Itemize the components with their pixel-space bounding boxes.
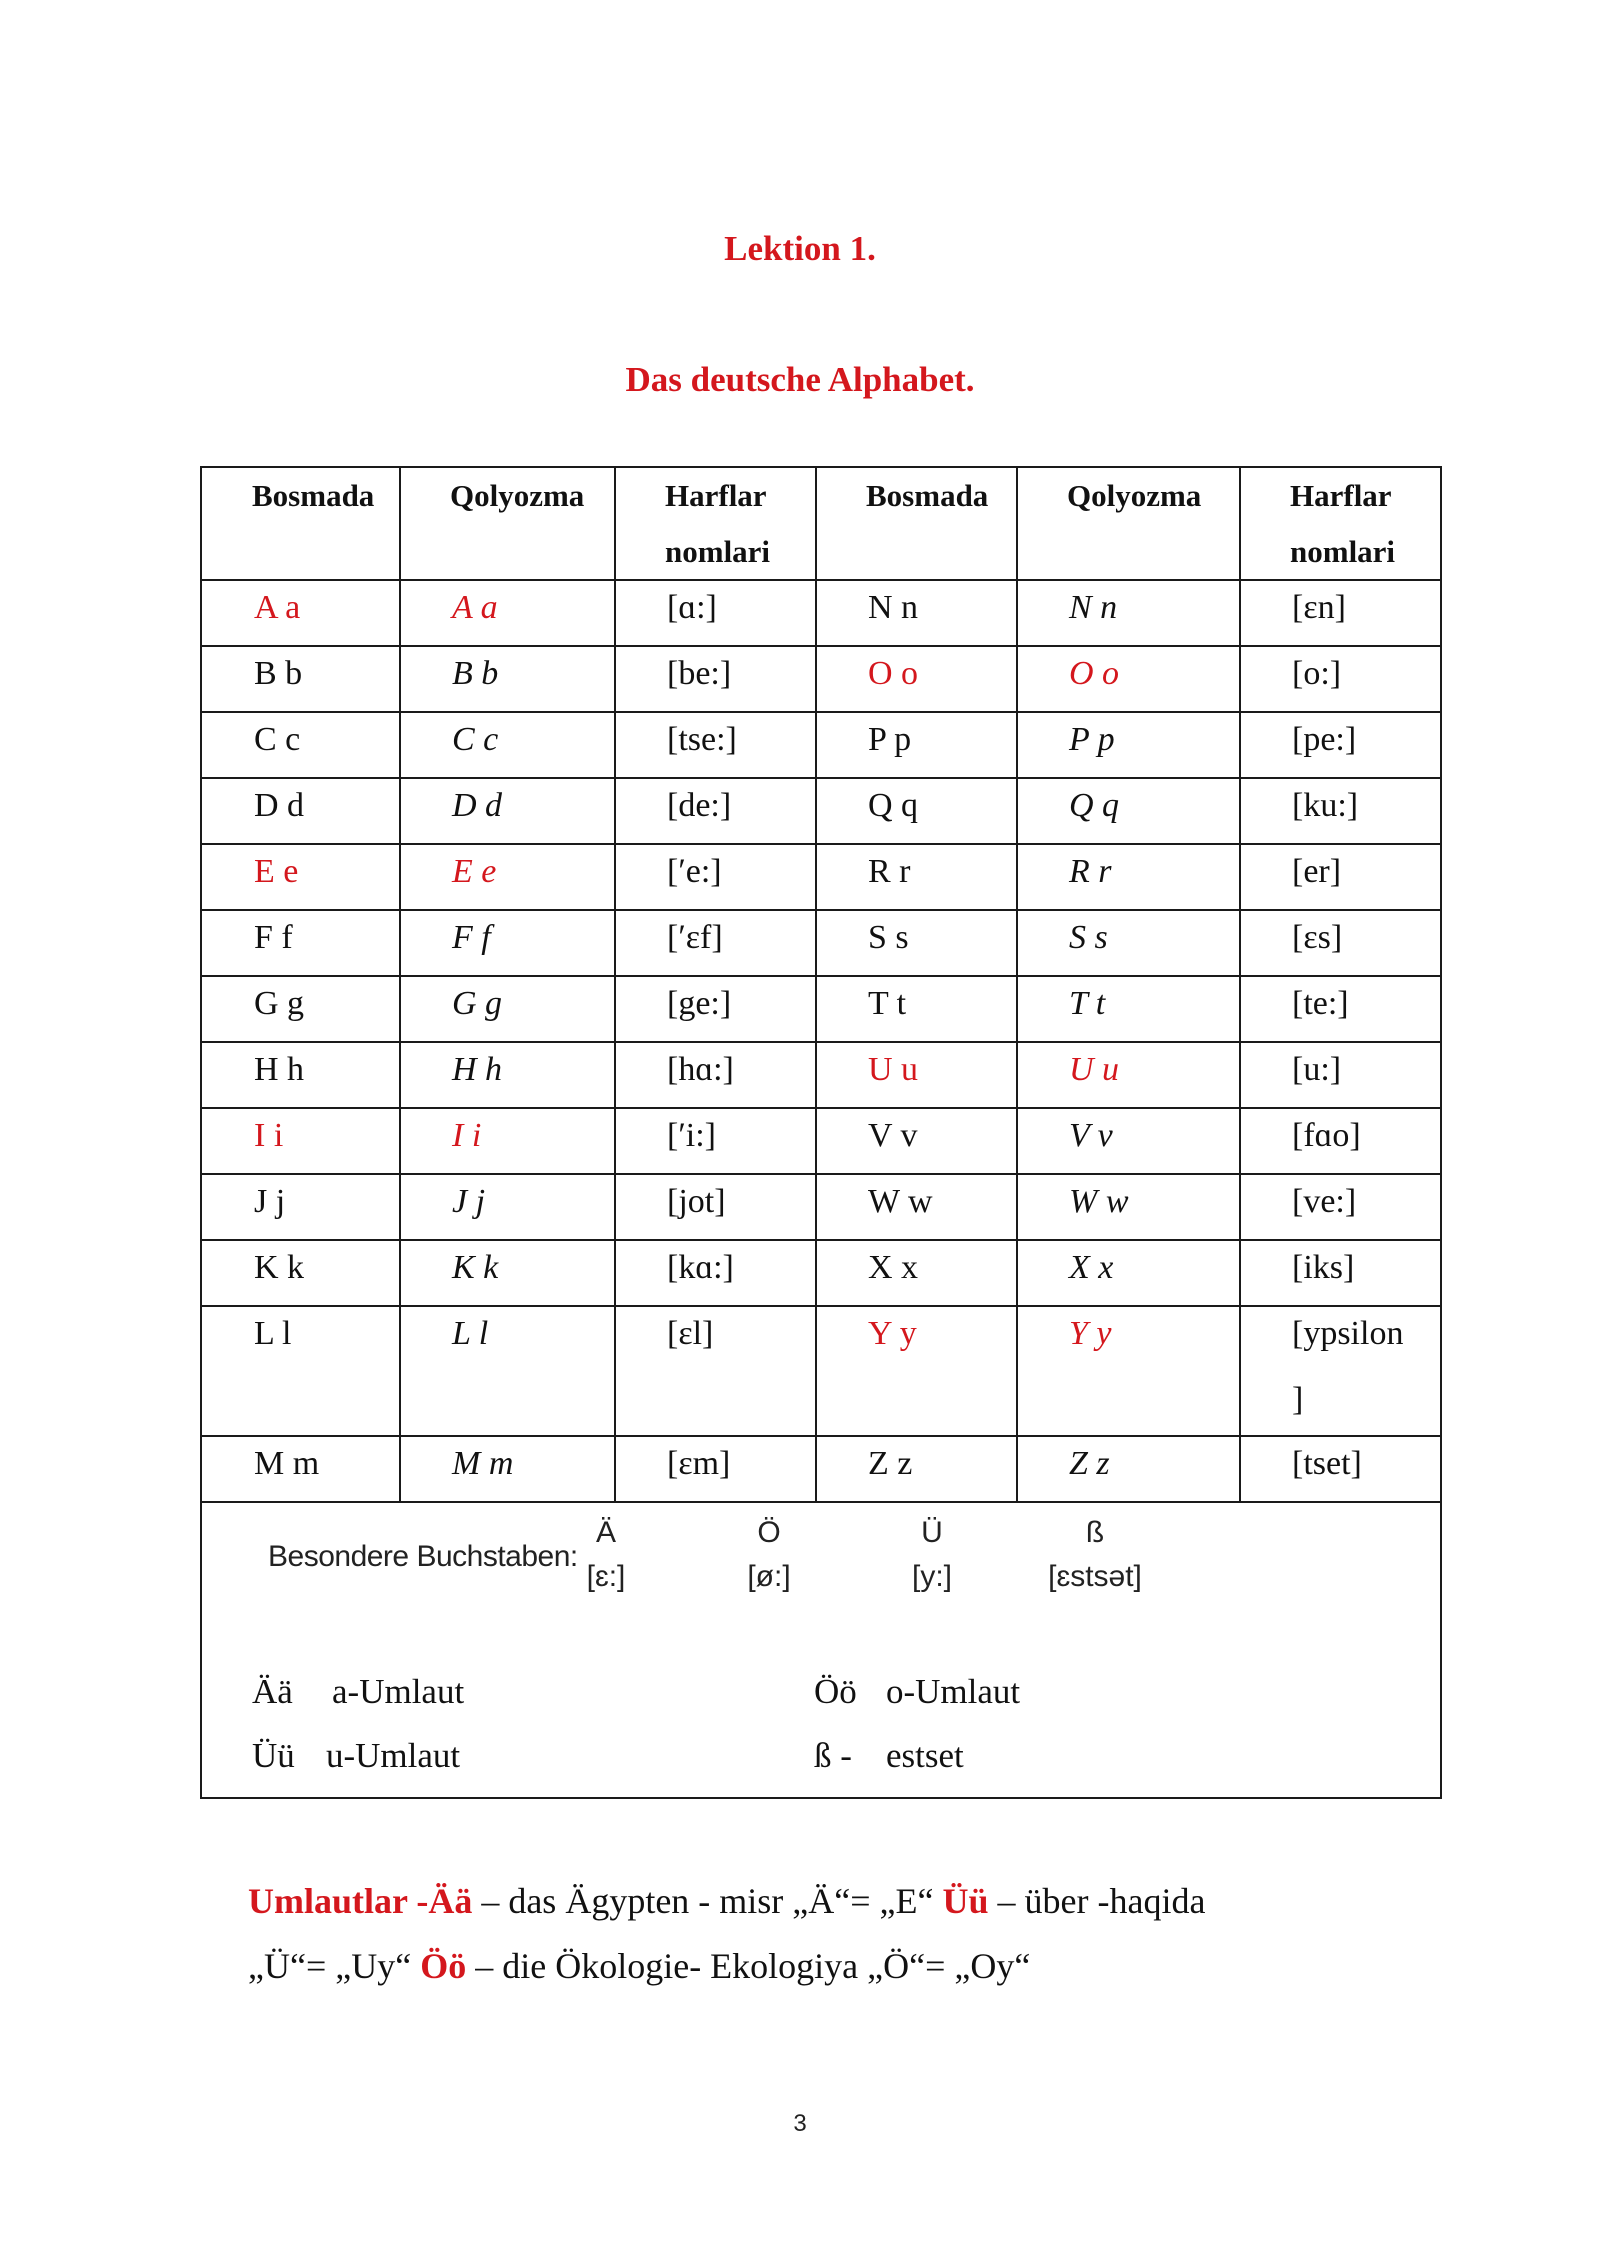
table-row-divider [202, 711, 1440, 713]
table-column-divider [1016, 468, 1018, 1502]
table-row-divider [202, 1041, 1440, 1043]
umlaut-note-u-equivalence: „Ü“= „Uy“ [248, 1946, 421, 1986]
table-row-divider [202, 579, 1440, 581]
umlaut-note-a-text: – das Ägypten - misr „Ä“= „E“ [472, 1881, 943, 1921]
letter-name: [tset] [1292, 1445, 1362, 1482]
letter-name: [ɛn] [1292, 589, 1346, 626]
printed-letter: X x [868, 1249, 919, 1286]
letter-name: [be:] [667, 655, 732, 692]
special-letter: Ä [595, 1516, 616, 1549]
handwritten-letter: Z z [1069, 1445, 1110, 1482]
letter-name-continuation: ] [1292, 1381, 1304, 1418]
column-header: Bosmada [866, 478, 989, 513]
letter-name: [iks] [1292, 1249, 1355, 1286]
column-header: Bosmada [252, 478, 375, 513]
letter-name: [ve:] [1292, 1183, 1357, 1220]
umlaut-note-o-letters: Öö [420, 1946, 467, 1986]
letter-name: [te:] [1292, 985, 1349, 1022]
letter-name: [de:] [667, 787, 732, 824]
column-header: Qolyozma [450, 478, 585, 513]
lesson-title-text: Lektion 1. [724, 229, 876, 268]
table-row-divider [202, 975, 1440, 977]
printed-letter: G g [254, 985, 305, 1022]
letter-name: [u:] [1292, 1051, 1342, 1088]
letter-name: [pe:] [1292, 721, 1357, 758]
printed-letter: J j [254, 1183, 286, 1220]
special-letters-label: Besondere Buchstaben: [268, 1540, 578, 1573]
printed-letter: S s [868, 919, 909, 956]
printed-letter: I i [254, 1117, 284, 1154]
special-letter-ipa: [ø:] [747, 1560, 791, 1593]
handwritten-letter: C c [452, 721, 499, 758]
handwritten-letter: Q q [1069, 787, 1120, 824]
printed-letter: H h [254, 1051, 305, 1088]
letter-name: [ɛl] [667, 1315, 714, 1352]
umlaut-note-o-text: – die Ökologie- Ekologiya „Ö“= „Oy“ [466, 1946, 1031, 1986]
printed-letter: D d [254, 787, 305, 824]
handwritten-letter: J j [452, 1183, 486, 1220]
letter-name: [tse:] [667, 721, 737, 758]
handwritten-letter: H h [452, 1051, 503, 1088]
table-row-divider [202, 1107, 1440, 1109]
umlaut-name: a-Umlaut [332, 1672, 465, 1711]
table-row-divider [202, 1435, 1440, 1437]
table-row-divider [202, 843, 1440, 845]
umlaut-note-line-2 [248, 1945, 1030, 1987]
printed-letter: N n [868, 589, 919, 626]
column-header: Harflar [1290, 478, 1392, 513]
printed-letter: B b [254, 655, 303, 692]
table-row-divider [202, 1305, 1440, 1307]
umlaut-letters: Ää [252, 1672, 293, 1711]
alphabet-table [200, 466, 1442, 1799]
printed-letter: L l [254, 1315, 292, 1352]
lesson-title [0, 229, 1600, 269]
printed-letter: E e [254, 853, 299, 890]
letter-name: [er] [1292, 853, 1342, 890]
special-letter-ipa: [ɛ:] [586, 1560, 626, 1593]
handwritten-letter: L l [452, 1315, 489, 1352]
table-column-divider [815, 468, 817, 1502]
printed-letter: O o [868, 655, 919, 692]
printed-letter: F f [254, 919, 293, 956]
printed-letter: V v [868, 1117, 918, 1154]
special-letter-ipa: [y:] [911, 1560, 952, 1593]
table-column-divider [399, 468, 401, 1502]
handwritten-letter: R r [1069, 853, 1112, 890]
umlaut-letters: Üü [252, 1736, 295, 1775]
handwritten-letter: I i [452, 1117, 482, 1154]
letter-name: [fɑo] [1292, 1117, 1361, 1154]
table-row-divider [202, 1239, 1440, 1241]
letter-name: [ɑ:] [667, 589, 717, 626]
umlaut-note-u-letters: Üü [942, 1881, 989, 1921]
handwritten-letter: D d [452, 787, 503, 824]
letter-name: [ʹe:] [667, 853, 722, 890]
handwritten-letter: U u [1069, 1051, 1120, 1088]
handwritten-letter: X x [1069, 1249, 1114, 1286]
handwritten-letter: E e [452, 853, 497, 890]
printed-letter: Y y [868, 1315, 917, 1352]
handwritten-letter: F f [452, 919, 491, 956]
umlaut-note-u-text: – über -haqida [988, 1881, 1206, 1921]
printed-letter: U u [868, 1051, 919, 1088]
handwritten-letter: T t [1069, 985, 1106, 1022]
umlaut-note-a-letters: Ää [428, 1881, 473, 1921]
letter-name: [ɛm] [667, 1445, 731, 1482]
umlaut-note-line-1 [248, 1880, 1205, 1922]
umlaut-note-label: Umlautlar [248, 1881, 408, 1921]
handwritten-letter: G g [452, 985, 503, 1022]
umlaut-name: o-Umlaut [886, 1672, 1021, 1711]
handwritten-letter: K k [452, 1249, 499, 1286]
printed-letter: C c [254, 721, 301, 758]
umlaut-letters: ß - [814, 1736, 852, 1775]
letter-name: [hɑ:] [667, 1051, 734, 1088]
printed-letter: Z z [868, 1445, 913, 1482]
handwritten-letter: A a [452, 589, 498, 626]
column-header: Qolyozma [1067, 478, 1202, 513]
table-row-divider [202, 909, 1440, 911]
handwritten-letter: V v [1069, 1117, 1113, 1154]
special-letter: Ö [757, 1516, 781, 1549]
handwritten-letter: W w [1069, 1183, 1129, 1220]
column-header-line-2: nomlari [1290, 534, 1396, 569]
umlaut-name: u-Umlaut [326, 1736, 461, 1775]
letter-name: [ge:] [667, 985, 732, 1022]
printed-letter: M m [254, 1445, 320, 1482]
letter-name: [ypsilon [1292, 1315, 1404, 1352]
letter-name: [kɑ:] [667, 1249, 734, 1286]
umlaut-note-dash: - [407, 1881, 429, 1921]
letter-name: [jot] [667, 1183, 726, 1220]
handwritten-letter: O o [1069, 655, 1120, 692]
table-column-divider [614, 468, 616, 1502]
table-row-divider [202, 645, 1440, 647]
handwritten-letter: N n [1069, 589, 1118, 626]
table-row-divider [202, 777, 1440, 779]
table-row-divider [202, 1173, 1440, 1175]
page-number: 3 [793, 2110, 807, 2137]
handwritten-letter: S s [1069, 919, 1108, 956]
alphabet-heading [0, 360, 1600, 400]
umlaut-name: estset [886, 1736, 964, 1775]
letter-name: [ʹi:] [667, 1117, 716, 1154]
table-row-divider [202, 1501, 1440, 1503]
special-letter: Ü [921, 1516, 943, 1549]
table-column-divider [1239, 468, 1241, 1502]
printed-letter: P p [868, 721, 912, 758]
umlaut-letters: Öö [814, 1672, 857, 1711]
special-letter-ipa: [ɛstsət] [1048, 1560, 1142, 1593]
handwritten-letter: M m [452, 1445, 514, 1482]
alphabet-heading-text: Das deutsche Alphabet. [625, 360, 975, 399]
letter-name: [ɛs] [1292, 919, 1343, 956]
printed-letter: A a [254, 589, 301, 626]
column-header: Harflar [665, 478, 767, 513]
handwritten-letter: Y y [1069, 1315, 1112, 1352]
printed-letter: R r [868, 853, 911, 890]
handwritten-letter: B b [452, 655, 499, 692]
letter-name: [ʹɛf] [667, 919, 723, 956]
printed-letter: W w [868, 1183, 933, 1220]
letter-name: [ku:] [1292, 787, 1359, 824]
printed-letter: K k [254, 1249, 305, 1286]
column-header-line-2: nomlari [665, 534, 771, 569]
handwritten-letter: P p [1069, 721, 1115, 758]
printed-letter: Q q [868, 787, 919, 824]
letter-name: [o:] [1292, 655, 1342, 692]
special-letter: ß [1085, 1516, 1105, 1549]
printed-letter: T t [868, 985, 907, 1022]
